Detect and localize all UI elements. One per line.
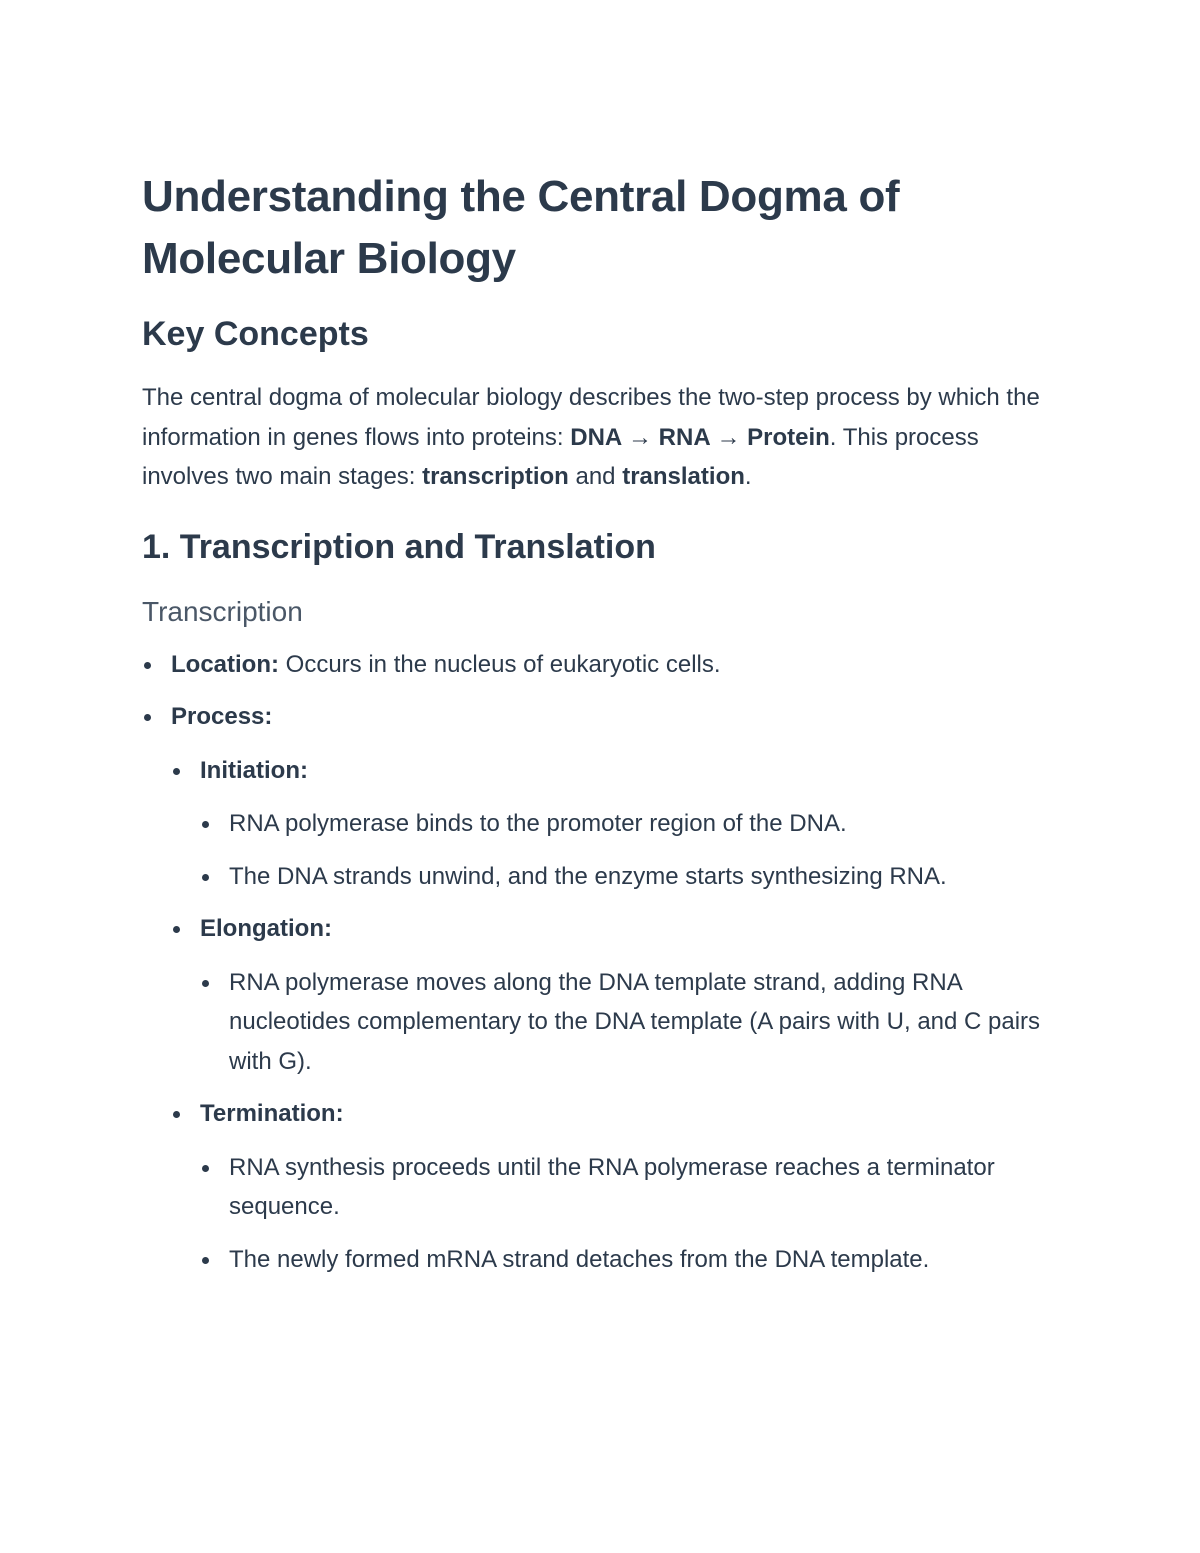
list-item-termination [171,1094,1062,1279]
bullet-icon [202,1165,209,1172]
location-text: Occurs in the nucleus of eukaryotic cells. [279,650,721,678]
bullet-icon [202,821,209,828]
initiation-list [200,804,1062,896]
list-item-location [142,645,1062,685]
elongation-label: Elongation: [200,915,332,942]
elongation-item-1: RNA polymerase moves along the DNA template strand, adding RNA nucleotides complementary to the DNA template (A pairs with U, and C pairs with G). [229,968,1041,1075]
intro-text-2: . This process involves two main stages: [142,423,979,490]
elongation-list [200,963,1062,1082]
termination-label: Termination: [200,1100,344,1127]
transcription-list [142,645,1062,1280]
bullet-icon [202,874,209,881]
termination-list [200,1148,1062,1280]
initiation-label: Initiation: [200,756,308,784]
intro-paragraph [142,378,1062,497]
bullet-icon [173,768,180,775]
bullet-icon [144,714,151,721]
bullet-icon [144,662,151,669]
list-item [200,963,1062,1082]
intro-text-4: . [744,463,752,490]
intro-text-3: and [568,463,623,490]
list-item-initiation [171,751,1062,897]
document-title: Understanding the Central Dogma of Molecular Biology [142,172,900,283]
transcription-subheading: Transcription [142,595,303,627]
stage-transcription: transcription [422,463,569,490]
central-dogma-flow: DNA → RNA → Protein [570,423,830,451]
termination-item-2: The newly formed mRNA strand detaches from the DNA template. [229,1245,930,1273]
stage-translation: translation [622,463,745,490]
list-item-process [142,697,1062,1279]
bullet-icon [173,1111,180,1118]
bullet-icon [202,980,209,987]
list-item [200,857,1062,897]
initiation-item-2: The DNA strands unwind, and the enzyme starts synthesizing RNA. [229,862,947,890]
section-heading: 1. Transcription and Translation [142,527,656,566]
termination-item-1: RNA synthesis proceeds until the RNA polymerase reaches a terminator sequence. [229,1153,995,1220]
list-item [200,1240,1062,1280]
list-item [200,1148,1062,1227]
process-stage-list [171,751,1062,1280]
document-page [142,166,1062,1292]
intro-text-1: The central dogma of molecular biology describes the two-step process by which the information in genes flows into proteins: [142,384,1040,451]
list-item-elongation [171,909,1062,1081]
location-label: Location: [171,650,279,678]
bullet-icon [202,1257,209,1264]
list-item [200,804,1062,844]
process-label: Process: [171,703,273,730]
bullet-icon [173,926,180,933]
key-concepts-heading: Key Concepts [142,315,369,353]
initiation-item-1: RNA polymerase binds to the promoter region of the DNA. [229,810,847,837]
